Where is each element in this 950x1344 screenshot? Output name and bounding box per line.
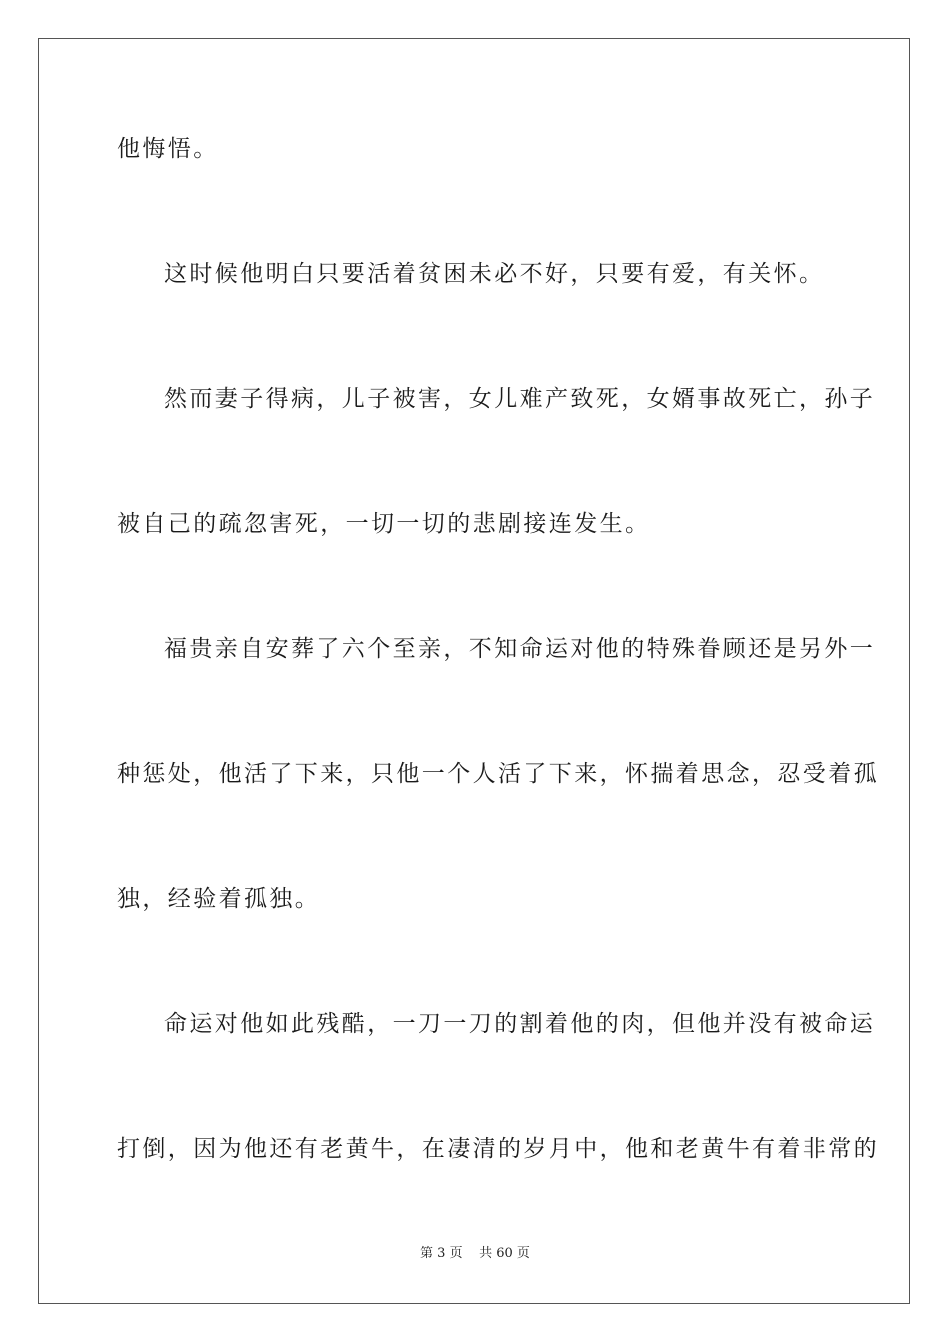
page-number: 第 3 页 <box>420 1246 463 1261</box>
text-line-7: 独，经验着孤独。 <box>117 886 321 912</box>
text-line-2: 这时候他明白只要活着贫困未必不好，只要有爱，有关怀。 <box>164 261 825 287</box>
text-line-9: 打倒，因为他还有老黄牛，在凄清的岁月中，他和老黄牛有着非常的 <box>117 1136 879 1162</box>
text-line-8: 命运对他如此残酷，一刀一刀的割着他的肉，但他并没有被命运 <box>164 1011 876 1037</box>
text-line-5: 福贵亲自安葬了六个至亲，不知命运对他的特殊眷顾还是另外一 <box>164 636 876 662</box>
text-line-6: 种惩处，他活了下来，只他一个人活了下来，怀揣着思念，忍受着孤 <box>117 761 879 787</box>
text-line-1: 他悔悟。 <box>117 136 219 162</box>
page-footer <box>0 1245 950 1263</box>
text-line-3: 然而妻子得病，儿子被害，女儿难产致死，女婿事故死亡，孙子 <box>164 386 876 412</box>
text-line-4: 被自己的疏忽害死，一切一切的悲剧接连发生。 <box>117 511 651 537</box>
page-border <box>38 38 910 1304</box>
page-total: 共 60 页 <box>479 1246 530 1261</box>
